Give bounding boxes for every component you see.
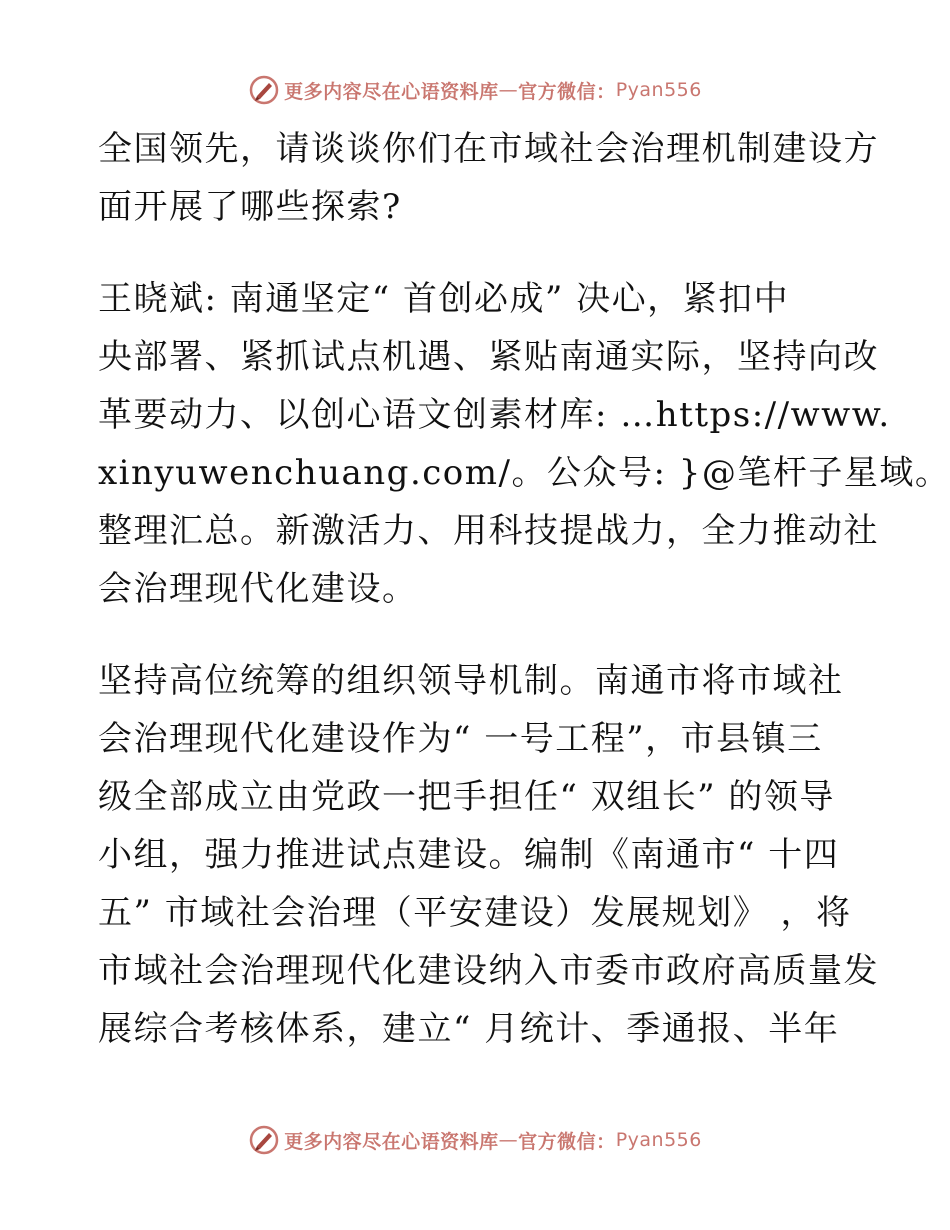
header-wechat-label: 官方微信： — [518, 80, 616, 103]
footer-wechat-id: Pyan556 — [615, 1129, 702, 1151]
paragraph-2 — [98, 270, 950, 618]
footer-site-text: 更多内容尽在心语资料库 — [284, 1130, 499, 1153]
text-line: 小组，强力推进试点建设。编制《南通市“ 十四 — [98, 835, 840, 875]
text-line: 展综合考核体系，建立“ 月统计、季通报、半年 — [98, 1009, 840, 1049]
footer-banner — [0, 1120, 950, 1160]
text-line: 面开展了哪些探索? — [98, 187, 402, 227]
text-line: 全国领先，请谈谈你们在市域社会治理机制建设方 — [98, 129, 879, 169]
pen-logo-icon — [248, 74, 280, 106]
pen-logo-icon — [248, 1124, 280, 1156]
header-dash: — — [498, 79, 519, 101]
text-line: 五” 市域社会治理（平安建设）发展规划》 ，将 — [98, 893, 852, 933]
text-line: 整理汇总。新激活力、用科技提战力，全力推动社 — [98, 511, 879, 551]
document-body — [98, 120, 950, 1058]
text-line: 王晓斌: 南通坚定“ 首创必成” 决心，紧扣中 — [98, 279, 790, 319]
header-wechat-id: Pyan556 — [615, 79, 702, 101]
paragraph-1 — [98, 120, 879, 236]
header-banner — [0, 70, 950, 110]
footer-dash: — — [498, 1129, 519, 1151]
text-line: 市域社会治理现代化建设纳入市委市政府高质量发 — [98, 951, 879, 991]
header-site-text: 更多内容尽在心语资料库 — [284, 80, 499, 103]
text-line: 坚持高位统筹的组织领导机制。南通市将市域社 — [98, 661, 844, 701]
footer-wechat-label: 官方微信： — [518, 1130, 616, 1153]
text-line: 会治理现代化建设作为“ 一号工程”，市县镇三 — [98, 719, 823, 759]
text-line: xinyuwenchuang.com/。公众号: }@笔杆子星域。 — [98, 453, 950, 493]
paragraph-3 — [98, 652, 879, 1058]
text-line: 级全部成立由党政一把手担任“ 双组长” 的领导 — [98, 777, 835, 817]
text-line: 会治理现代化建设。 — [98, 569, 418, 609]
text-line: 革要动力、以创心语文创素材库: …https://www. — [98, 395, 891, 435]
text-line: 央部署、紧抓试点机遇、紧贴南通实际，坚持向改 — [98, 337, 879, 377]
